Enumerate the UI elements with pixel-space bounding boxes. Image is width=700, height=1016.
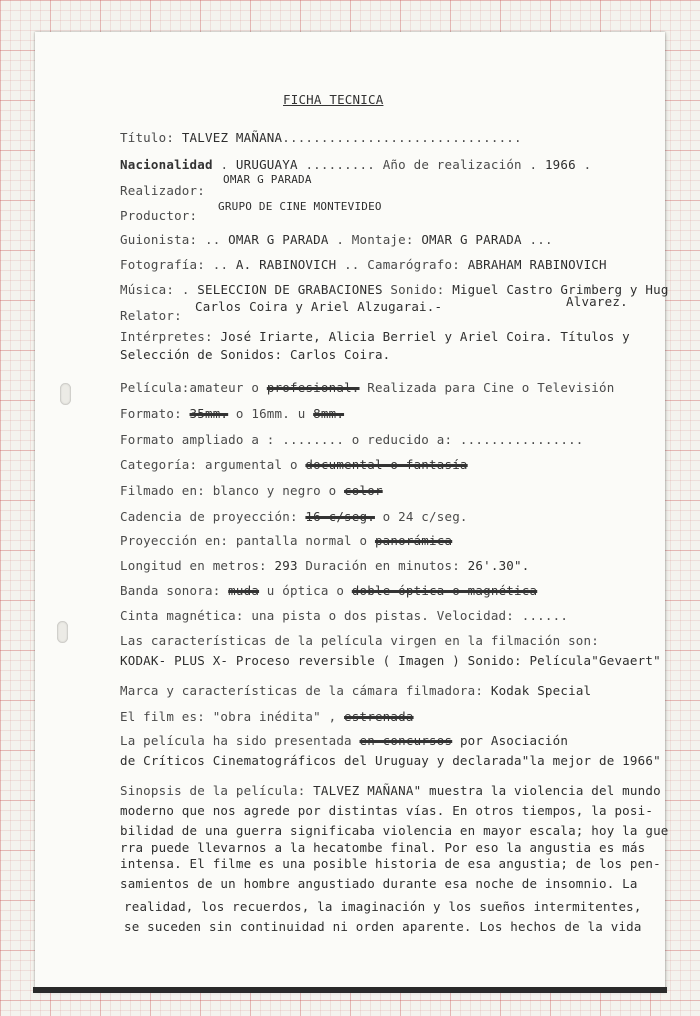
sinopsis-line-5: intensa. El filme es una posible historia de esa angustia; de los pen- <box>120 856 661 871</box>
label-sinopsis: Sinopsis de la película: <box>120 783 314 798</box>
option-estrenada-struck: estrenada <box>344 709 414 724</box>
value-longitud: 293 <box>274 558 298 573</box>
label-film-es: El film es: "obra inédita" , <box>120 709 345 724</box>
value-anio: 1966 <box>544 157 576 172</box>
label-banda-sonora: Banda sonora: <box>120 583 229 598</box>
label-filmado: Filmado en: blanco y negro o <box>120 483 345 498</box>
label-guionista: Guionista: <box>120 232 205 247</box>
label-camarografo: Camarógrafo: <box>367 257 468 272</box>
row-cadencia <box>120 509 468 524</box>
row-categoria <box>120 457 468 472</box>
label-interpretes: Intérpretes: <box>120 329 221 344</box>
row-titulo <box>120 130 522 145</box>
label-longitud: Longitud en metros: <box>120 558 275 573</box>
option-16mm: o 16mm. u <box>228 406 314 421</box>
label-pelicula: Película: <box>120 380 190 395</box>
label-sonido: Sonido: <box>390 282 453 297</box>
sinopsis-line-8: se suceden sin continuidad ni orden aparente. Los hechos de la vida <box>124 919 642 934</box>
label-fotografia: Fotografía: <box>120 257 213 272</box>
value-sonido: Miguel Castro Grimberg y Hug <box>452 282 669 297</box>
row-camara <box>120 683 591 698</box>
value-realizador: OMAR G PARADA <box>223 173 312 186</box>
label-categoria: Categoría: argumental o <box>120 457 306 472</box>
option-panoramica-struck: panorámica <box>374 533 453 548</box>
row-proyeccion <box>120 533 452 548</box>
label-cadencia: Cadencia de proyección: <box>120 509 306 524</box>
value-camarografo: ABRAHAM RABINOVICH <box>467 257 607 272</box>
row-interpretes <box>120 329 630 344</box>
sinopsis-line-6: samientos de un hombre angustiado durante esa noche de insomnio. La <box>120 876 638 891</box>
row-cinta-magnetica: Cinta magnética: una pista o dos pistas. Velocidad: ...... <box>120 608 569 623</box>
row-formato-ampliado: Formato ampliado a : ........ o reducido a: ................ <box>120 432 584 447</box>
sinopsis-line-3: bilidad de una guerra significaba violencia en mayor escala; hoy la gue <box>120 823 669 838</box>
punch-hole-top <box>60 383 71 405</box>
row-longitud <box>120 558 529 573</box>
option-documental-struck: documental o fantasía <box>305 457 468 472</box>
dots-titulo: ............................... <box>282 130 522 145</box>
punch-hole-bottom <box>57 621 68 643</box>
row-formato <box>120 406 344 421</box>
row-guionista: Guionista: .. OMAR G PARADA . Montaje: OMAR G PARADA ... <box>120 232 553 247</box>
value-camara: Kodak Special <box>490 683 592 698</box>
option-profesional-struck: profesional. <box>266 380 360 395</box>
label-duracion: Duración en minutos: <box>297 558 468 573</box>
option-color-struck: color <box>344 483 383 498</box>
value-pelicula-virgen: KODAK- PLUS X- Proceso reversible ( Imagen ) Sonido: Película"Gevaert" <box>120 653 661 668</box>
row-banda-sonora <box>120 583 537 598</box>
sinopsis-line-7: realidad, los recuerdos, la imaginación y los sueños intermitentes, <box>124 899 642 914</box>
label-proyeccion: Proyección en: pantalla normal o <box>120 533 375 548</box>
value-montaje: OMAR G PARADA <box>421 232 522 247</box>
value-musica: SELECCION DE GRABACIONES <box>197 282 383 297</box>
option-35mm-struck: 35mm. <box>189 406 229 421</box>
option-doble-struck: doble óptica o magnética <box>351 583 538 598</box>
label-montaje: Montaje: <box>351 232 422 247</box>
value-nacionalidad: URUGUAYA <box>235 157 298 172</box>
option-optica: u óptica o <box>259 583 352 598</box>
value-sonido-continued: Alvarez. <box>566 294 628 309</box>
value-relator: Carlos Coira y Ariel Alzugarai.- <box>195 299 443 314</box>
value-productor: GRUPO DE CINE MONTEVIDEO <box>218 200 382 213</box>
document-heading: FICHA TECNICA <box>283 92 384 107</box>
value-sinopsis-start: TALVEZ MAÑANA" muestra la violencia del mundo <box>313 783 661 798</box>
label-relator: Relator: <box>120 308 182 323</box>
value-duracion: 26'.30". <box>467 558 530 573</box>
label-musica: Música: <box>120 282 182 297</box>
row-filmado <box>120 483 383 498</box>
label-presentada: La película ha sido presentada <box>120 733 360 748</box>
label-nacionalidad: Nacionalidad <box>120 157 213 172</box>
label-titulo: Título: <box>120 130 182 145</box>
row-fotografia: Fotografía: .. A. RABINOVICH .. Camarógrafo: ABRAHAM RABINOVICH <box>120 257 607 272</box>
row-nacionalidad: Nacionalidad . URUGUAYA ......... Año de realización . 1966 . <box>120 157 592 172</box>
row-musica: Música: . SELECCION DE GRABACIONES Sonido: Miguel Castro Grimberg y Hug <box>120 282 669 297</box>
label-productor: Productor: <box>120 208 198 223</box>
row-presentada <box>120 733 568 748</box>
label-formato: Formato: <box>120 406 190 421</box>
value-presentada: por Asociación <box>452 733 569 748</box>
sinopsis-line-4: rra puede llevarnos a la hecatombe final. Por eso la angustia es más <box>120 840 646 855</box>
sinopsis-line-2: moderno que nos agrede por distintas vías. En otros tiempos, la posi- <box>120 803 654 818</box>
row-pelicula-virgen: Las características de la película virgen en la filmación son: <box>120 633 599 648</box>
option-muda-struck: muda <box>228 583 260 598</box>
value-fotografia: A. RABINOVICH <box>235 257 337 272</box>
text-o: o <box>243 380 267 395</box>
value-guionista: OMAR G PARADA <box>228 232 329 247</box>
option-presentada-struck: en concursos <box>359 733 453 748</box>
option-8mm-struck: 8mm. <box>313 406 345 421</box>
label-realizador: Realizador: <box>120 183 205 198</box>
value-seleccion-sonidos: Selección de Sonidos: Carlos Coira. <box>120 347 391 362</box>
label-anio: Año de realización <box>382 157 522 172</box>
value-presentada-cont: de Críticos Cinematográficos del Uruguay y declarada"la mejor de 1966" <box>120 753 661 768</box>
option-24cseg: o 24 c/seg. <box>374 509 468 524</box>
option-16cseg-struck: 16 c/seg. <box>305 509 375 524</box>
row-sinopsis <box>120 783 661 798</box>
option-amateur: amateur <box>189 380 244 395</box>
row-film-es <box>120 709 414 724</box>
scan-edge-bar <box>33 987 667 993</box>
value-titulo: TALVEZ MAÑANA <box>181 130 283 145</box>
row-pelicula <box>120 380 614 395</box>
text-realizada-para: Realizada para Cine o Televisión <box>359 380 615 395</box>
label-camara: Marca y características de la cámara filmadora: <box>120 683 491 698</box>
value-interpretes: José Iriarte, Alicia Berriel y Ariel Coira. Títulos y <box>220 329 630 344</box>
